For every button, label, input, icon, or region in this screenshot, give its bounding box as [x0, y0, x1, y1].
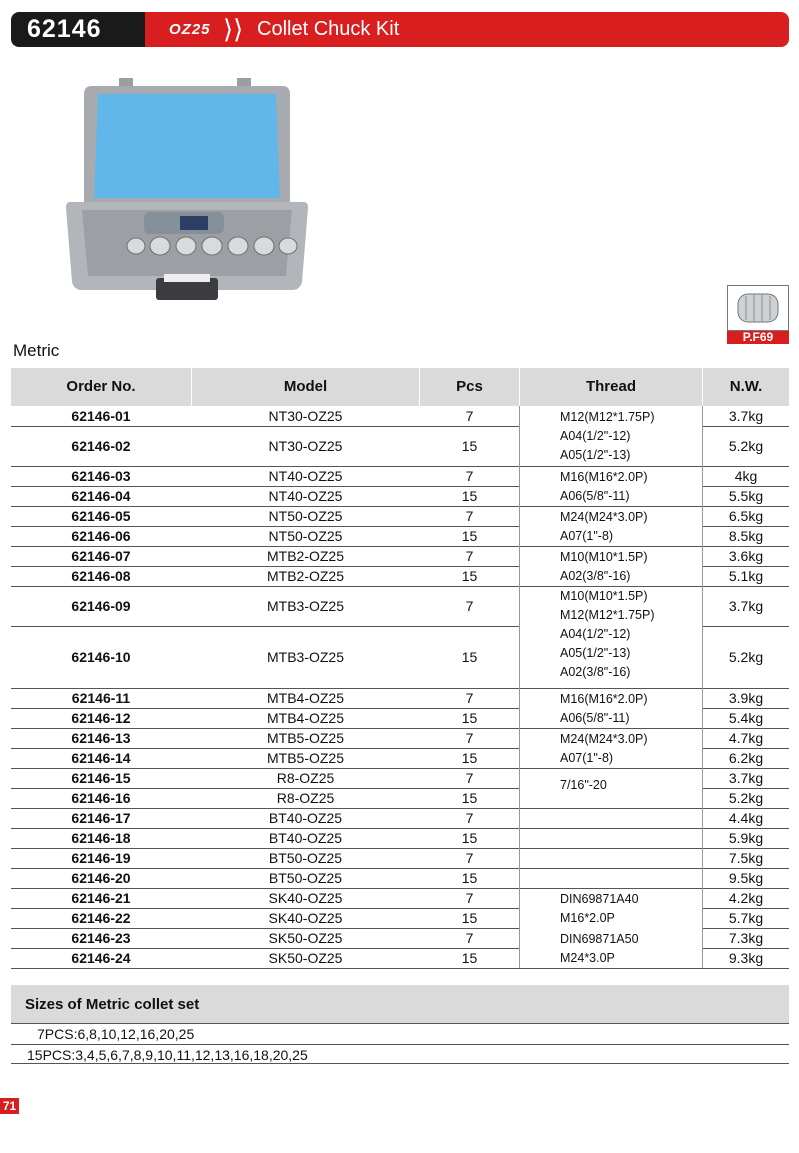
cell-thread: DIN69871A40 M16*2.0P: [560, 892, 639, 925]
table-row: [11, 748, 789, 768]
cell-thread: M16(M16*2.0P) A06(5/8"-11): [560, 692, 648, 725]
cell-order: 62146-16: [71, 790, 131, 806]
cell-model: SK40-OZ25: [268, 910, 343, 926]
section-heading: Metric: [13, 341, 60, 360]
table-row: [11, 808, 789, 828]
cell-model: NT40-OZ25: [268, 468, 343, 484]
cell-thread: M24(M24*3.0P) A07(1"-8): [560, 732, 648, 765]
cell-order: 62146-15: [71, 770, 131, 786]
cell-model: MTB5-OZ25: [266, 750, 344, 766]
cell-pcs: 15: [461, 830, 478, 846]
table-row: [11, 586, 789, 626]
table-row: [11, 526, 789, 546]
cell-order: 62146-11: [71, 690, 131, 706]
cell-thread: 7/16"-20: [560, 778, 607, 792]
cell-order: 62146-01: [71, 408, 131, 424]
cell-pcs: 15: [461, 950, 478, 966]
cell-pcs: 7: [465, 770, 474, 786]
collet-sizes-7pcs: 7PCS:6,8,10,12,16,20,25: [37, 1026, 195, 1042]
cell-model: NT50-OZ25: [268, 528, 343, 544]
cell-pcs: 7: [465, 598, 474, 614]
col-thread: Thread: [585, 378, 636, 395]
cell-pcs: 7: [465, 548, 474, 564]
cell-thread: M10(M10*1.5P) A02(3/8"-16): [560, 550, 648, 583]
cell-order: 62146-13: [71, 730, 131, 746]
cell-order: 62146-24: [71, 950, 131, 966]
table-row: [11, 868, 789, 888]
cell-order: 62146-18: [71, 830, 131, 846]
table-row: [11, 908, 789, 928]
cell-nw: 4.7kg: [728, 730, 764, 746]
cell-pcs: 15: [461, 710, 478, 726]
chevron-right-icon: ⟩⟩: [223, 14, 244, 44]
table-row: [11, 788, 789, 808]
cell-pcs: 15: [461, 438, 478, 454]
col-pcs: Pcs: [456, 378, 483, 395]
cell-thread: M12(M12*1.75P) A04(1/2"-12) A05(1/2"-13): [560, 410, 655, 462]
cell-pcs: 7: [465, 690, 474, 706]
collet-sizes-header: [11, 985, 789, 1023]
cell-model: SK50-OZ25: [268, 950, 343, 966]
cell-model: SK40-OZ25: [268, 890, 343, 906]
cell-nw: 5.7kg: [728, 910, 764, 926]
cell-order: 62146-09: [71, 598, 131, 614]
cell-nw: 8.5kg: [728, 528, 764, 544]
cell-model: SK50-OZ25: [268, 930, 343, 946]
cell-pcs: 7: [465, 930, 474, 946]
cell-model: R8-OZ25: [276, 790, 335, 806]
table-row: [11, 466, 789, 486]
table-row: [11, 948, 789, 968]
cell-nw: 5.2kg: [728, 438, 764, 454]
cell-model: MTB4-OZ25: [266, 710, 344, 726]
cell-pcs: 15: [461, 750, 478, 766]
cell-pcs: 7: [465, 468, 474, 484]
col-model: Model: [283, 378, 328, 395]
cell-nw: 3.7kg: [728, 598, 764, 614]
cell-thread: M24(M24*3.0P) A07(1"-8): [560, 510, 648, 543]
cell-model: BT40-OZ25: [268, 810, 343, 826]
cell-pcs: 15: [461, 488, 478, 504]
cell-model: MTB5-OZ25: [266, 730, 344, 746]
cell-order: 62146-03: [71, 468, 131, 484]
cell-nw: 5.4kg: [728, 710, 764, 726]
table-row: [11, 888, 789, 908]
cell-nw: 5.5kg: [728, 488, 764, 504]
cell-model: R8-OZ25: [276, 770, 335, 786]
cell-nw: 4.4kg: [728, 810, 764, 826]
table-row: [11, 566, 789, 586]
cell-model: MTB2-OZ25: [266, 548, 344, 564]
cell-nw: 7.3kg: [728, 930, 764, 946]
cell-model: BT40-OZ25: [268, 830, 343, 846]
table-row: [11, 728, 789, 748]
cell-pcs: 15: [461, 528, 478, 544]
cell-model: MTB2-OZ25: [266, 568, 344, 584]
cell-nw: 6.5kg: [728, 508, 764, 524]
cell-pcs: 15: [461, 910, 478, 926]
cell-model: MTB3-OZ25: [266, 598, 344, 614]
cell-thread: M16(M16*2.0P) A06(5/8"-11): [560, 470, 648, 503]
cell-order: 62146-10: [71, 649, 131, 665]
table-row: [11, 486, 789, 506]
cell-nw: 3.9kg: [728, 690, 764, 706]
cell-nw: 3.7kg: [728, 770, 764, 786]
cell-model: MTB4-OZ25: [266, 690, 344, 706]
cell-pcs: 7: [465, 890, 474, 906]
cell-order: 62146-07: [71, 548, 131, 564]
page-reference[interactable]: [727, 285, 789, 345]
cell-order: 62146-22: [71, 910, 131, 926]
cell-pcs: 7: [465, 850, 474, 866]
col-order-no: Order No.: [66, 378, 136, 395]
cell-model: NT50-OZ25: [268, 508, 343, 524]
table-row: [11, 626, 789, 688]
cell-order: 62146-06: [71, 528, 131, 544]
cell-pcs: 15: [461, 790, 478, 806]
cell-order: 62146-23: [71, 930, 131, 946]
table-row: [11, 506, 789, 526]
table-row: [11, 928, 789, 948]
table-row: [11, 708, 789, 728]
table-row: [11, 546, 789, 566]
table-row: [11, 828, 789, 848]
cell-thread: DIN69871A50 M24*3.0P: [560, 932, 639, 965]
cell-order: 62146-12: [71, 710, 131, 726]
table-row: [11, 848, 789, 868]
cell-order: 62146-02: [71, 438, 131, 454]
cell-pcs: 7: [465, 508, 474, 524]
collet-icon: [727, 285, 789, 331]
cell-model: NT40-OZ25: [268, 488, 343, 504]
cell-order: 62146-14: [71, 750, 131, 766]
collet-sizes-title: Sizes of Metric collet set: [25, 996, 200, 1013]
page-number: 71: [0, 1098, 19, 1114]
collet-sizes-15pcs: 15PCS:3,4,5,6,7,8,9,10,11,12,13,16,18,20,25: [27, 1047, 308, 1063]
cell-model: NT30-OZ25: [268, 408, 343, 424]
cell-order: 62146-17: [71, 810, 131, 826]
cell-order: 62146-20: [71, 870, 131, 886]
page-ref-label: P.F69: [727, 331, 789, 344]
cell-nw: 5.2kg: [728, 790, 764, 806]
cell-pcs: 15: [461, 870, 478, 886]
cell-model: BT50-OZ25: [268, 870, 343, 886]
cell-nw: 4kg: [734, 468, 758, 484]
cell-pcs: 7: [465, 408, 474, 424]
cell-order: 62146-19: [71, 850, 131, 866]
cell-nw: 3.7kg: [728, 408, 764, 424]
cell-nw: 7.5kg: [728, 850, 764, 866]
cell-order: 62146-08: [71, 568, 131, 584]
col-nw: N.W.: [729, 378, 763, 395]
product-code: 62146: [27, 15, 102, 43]
cell-nw: 3.6kg: [728, 548, 764, 564]
cell-order: 62146-05: [71, 508, 131, 524]
cell-nw: 5.2kg: [728, 649, 764, 665]
table-row: [11, 426, 789, 466]
cell-pcs: 15: [461, 568, 478, 584]
series-label: OZ25: [169, 21, 211, 38]
page-title: Collet Chuck Kit: [257, 18, 400, 40]
cell-nw: 6.2kg: [728, 750, 764, 766]
cell-pcs: 7: [465, 730, 474, 746]
table-row: [11, 688, 789, 708]
cell-nw: 5.9kg: [728, 830, 764, 846]
cell-pcs: 15: [461, 649, 478, 665]
cell-model: BT50-OZ25: [268, 850, 343, 866]
cell-order: 62146-21: [71, 890, 131, 906]
cell-order: 62146-04: [71, 488, 131, 504]
cell-nw: 5.1kg: [728, 568, 764, 584]
cell-pcs: 7: [465, 810, 474, 826]
cell-nw: 9.3kg: [728, 950, 764, 966]
cell-thread: M10(M10*1.5P) M12(M12*1.75P) A04(1/2"-12) A05(1/2"-13) A02(3/8"-16): [560, 589, 655, 679]
cell-nw: 4.2kg: [728, 890, 764, 906]
table-row: [11, 406, 789, 426]
cell-nw: 9.5kg: [728, 870, 764, 886]
collet-kit-case-image: [64, 78, 310, 304]
table-row: [11, 768, 789, 788]
title-bar: [11, 12, 789, 47]
table-header: [11, 368, 789, 406]
cell-model: MTB3-OZ25: [266, 649, 344, 665]
cell-model: NT30-OZ25: [268, 438, 343, 454]
